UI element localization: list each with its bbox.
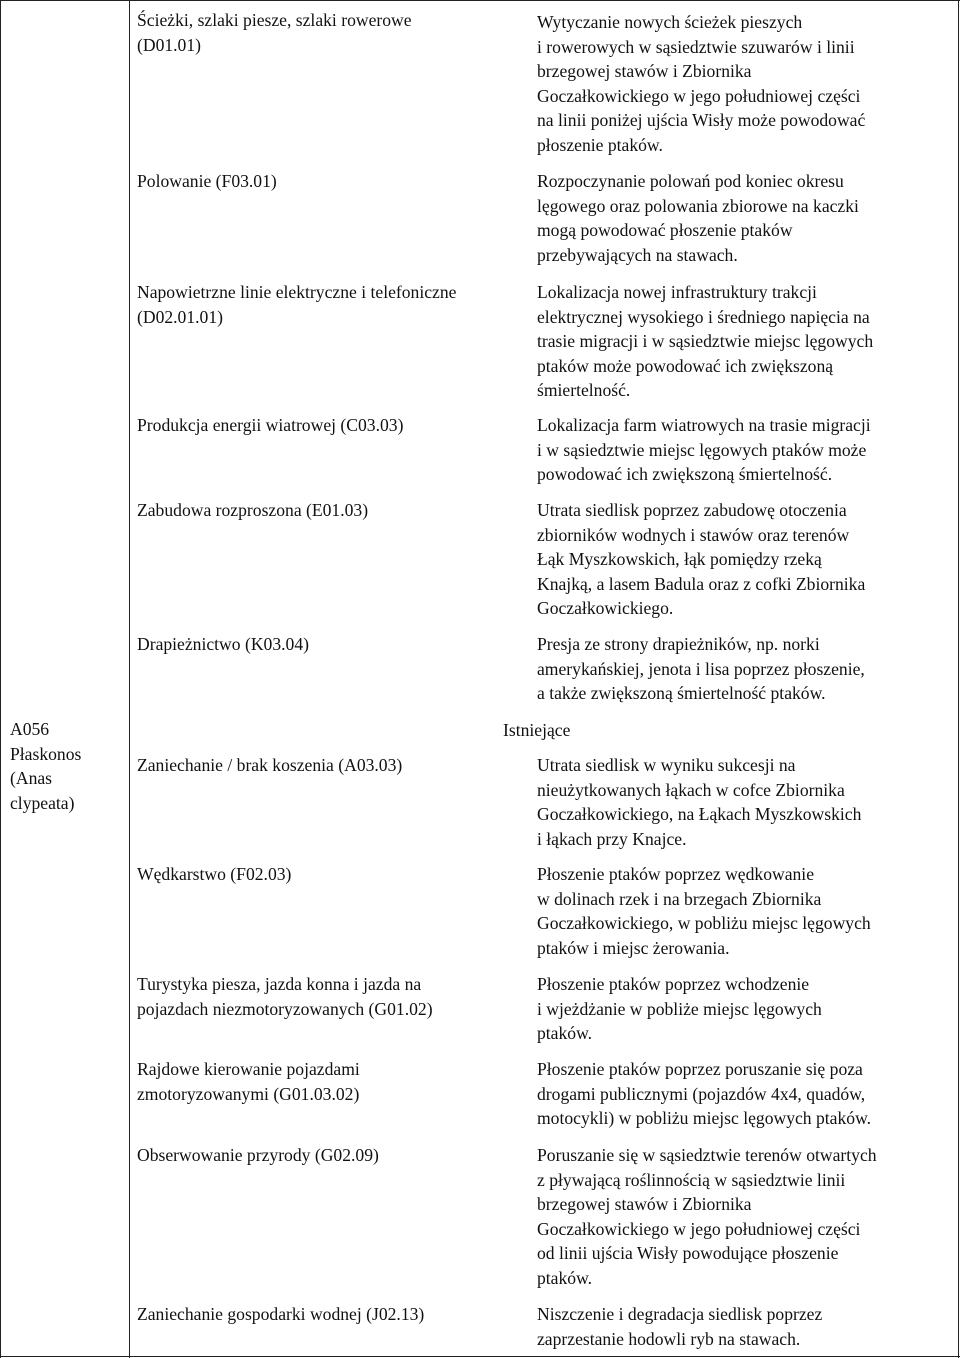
description-row-5: Utrata siedlisk poprzez zabudowę otoczenia zbiorników wodnych i stawów oraz terenów Łąk Myszkowskich, łąk pomiędzy rzeką Knajką, a lasem Badula oraz z cofki Zbiornika Goczałkowickiego. — [537, 500, 866, 618]
table-border-bottom — [0, 1356, 960, 1357]
threat-row-2: Polowanie (F03.01) — [137, 171, 277, 191]
species-latin-1: (Anas — [10, 768, 53, 788]
description-row-6: Presja ze strony drapieżników, np. norki amerykańskiej, jenota i lisa poprzez płoszenie, a także zwiększoną śmiertelność ptaków. — [537, 634, 865, 703]
table-border-right — [958, 0, 959, 1358]
threat-row-10: Rajdowe kierowanie pojazdami zmotoryzowanymi (G01.03.02) — [137, 1059, 360, 1104]
species-latin-2: clypeata) — [10, 792, 75, 813]
description-row-12: Niszczenie i degradacja siedlisk poprzez zaprzestanie hodowli ryb na stawach. — [537, 1304, 823, 1349]
description-row-2: Rozpoczynanie polowań pod koniec okresu lęgowego oraz polowania zbiorowe na kaczki mogą powodować płoszenie ptaków przebywających na stawach. — [537, 171, 859, 265]
threat-row-8: Wędkarstwo (F02.03) — [137, 864, 292, 884]
description-row-1: Wytyczanie nowych ścieżek pieszych i rowerowych w sąsiedztwie szuwarów i linii brzegowej stawów i Zbiornika Goczałkowickiego w jego południowej części na linii poniżej ujścia Wisły może powodować płoszenie ptaków. — [537, 12, 866, 155]
threat-row-11: Obserwowanie przyrody (G02.09) — [137, 1145, 379, 1165]
species-name: Płaskonos — [10, 743, 82, 764]
description-row-4: Lokalizacja farm wiatrowych na trasie migracji i w sąsiedztwie miejsc lęgowych ptaków może powodować ich zwiększoną śmiertelność. — [537, 415, 871, 484]
threat-row-12: Zaniechanie gospodarki wodnej (J02.13) — [137, 1304, 425, 1324]
description-row-10: Płoszenie ptaków poprzez poruszanie się poza drogami publicznymi (pojazdów 4x4, quadów, motocykli) w pobliżu miejsc lęgowych ptaków. — [537, 1059, 872, 1128]
description-row-9: Płoszenie ptaków poprzez wchodzenie i wjeżdżanie w pobliże miejsc lęgowych ptaków. — [537, 974, 822, 1043]
table-border-top — [0, 0, 960, 1]
species-code: A056 — [10, 719, 50, 739]
threat-row-7: Zaniechanie / brak koszenia (A03.03) — [137, 755, 403, 775]
column-divider-species — [129, 0, 130, 1358]
threat-row-9: Turystyka piesza, jazda konna i jazda na pojazdach niezmotoryzowanych (G01.02) — [137, 974, 433, 1019]
threat-row-1: Ścieżki, szlaki piesze, szlaki rowerowe (D01.01) — [137, 10, 412, 55]
threat-row-5: Zabudowa rozproszona (E01.03) — [137, 500, 369, 520]
threat-row-3: Napowietrzne linie elektryczne i telefoniczne (D02.01.01) — [137, 282, 457, 327]
threat-row-4: Produkcja energii wiatrowej (C03.03) — [137, 415, 404, 435]
description-row-3: Lokalizacja nowej infrastruktury trakcji elektrycznej wysokiego i średniego napięcia na trasie migracji i w sąsiedztwie miejsc lęgowych ptaków może powodować ich zwiększoną śmiertelność. — [537, 282, 874, 400]
threat-row-6: Drapieżnictwo (K03.04) — [137, 634, 309, 654]
species-cell — [10, 717, 124, 815]
status-label: Istniejące — [503, 718, 570, 743]
description-row-7: Utrata siedlisk w wyniku sukcesji na nieużytkowanych łąkach w cofce Zbiornika Goczałkowickiego, na Łąkach Myszkowskich i łąkach przy Knajce. — [537, 755, 862, 849]
table-border-left — [0, 0, 1, 1358]
description-row-11: Poruszanie się w sąsiedztwie terenów otwartych z pływającą roślinnością w sąsiedztwie linii brzegowej stawów i Zbiornika Goczałkowickiego w jego południowej części od linii ujścia Wisły powodujące płoszenie ptaków. — [537, 1145, 877, 1288]
description-row-8: Płoszenie ptaków poprzez wędkowanie w dolinach rzek i na brzegach Zbiornika Goczałkowickiego, w pobliżu miejsc lęgowych ptaków i miejsc żerowania. — [537, 864, 871, 958]
